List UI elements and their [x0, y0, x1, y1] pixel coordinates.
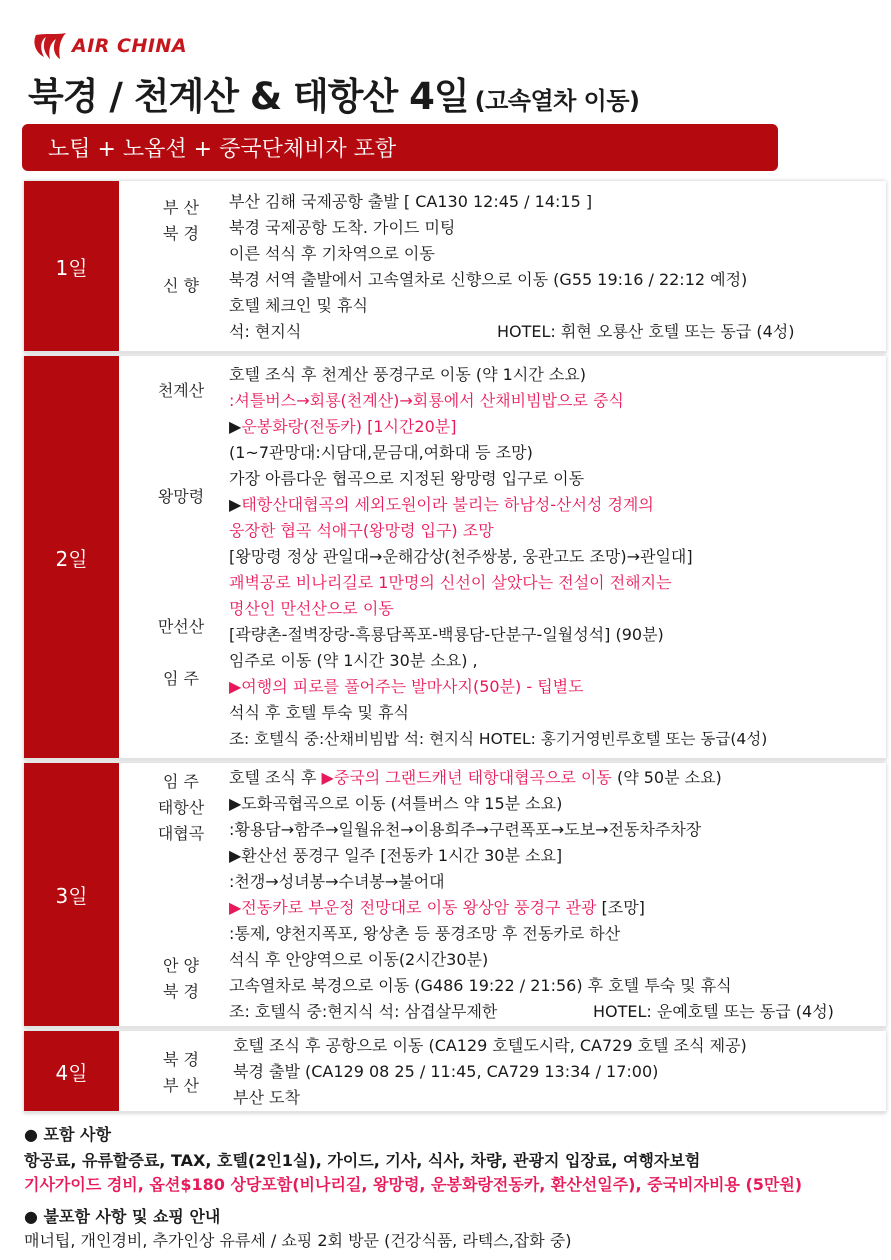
itinerary-line: 임주로 이동 (약 1시간 30분 소요) , — [229, 651, 478, 670]
day-location: 천계산 — [157, 381, 205, 400]
itinerary-line: ▶도화곡협곡으로 이동 (셔틀버스 약 15분 소요) — [229, 794, 563, 813]
day-location: 임 주 — [163, 772, 199, 791]
day-location: 북 경 — [163, 224, 199, 243]
itinerary-text: 태항산대협곡의 세외도원이라 불리는 하남성-산서성 경계의 — [241, 495, 654, 514]
day-label: 4일 — [24, 1031, 119, 1111]
itinerary-highlight: ▶중국의 그랜드캐년 태항대협곡으로 이동 — [321, 768, 612, 787]
itinerary-line: :통제, 양천지폭포, 왕상촌 등 풍경조망 후 전동카로 하산 — [229, 924, 621, 943]
excluded-heading: ● 불포함 사항 및 쇼핑 안내 — [24, 1207, 221, 1226]
itinerary-highlight: ▶전동카로 부운정 전망대로 이동 왕상암 풍경구 관광 — [229, 898, 597, 917]
day-location: 태항산 — [157, 798, 205, 817]
day-location: 대협곡 — [157, 824, 205, 843]
included-heading: ● 포함 사항 — [24, 1125, 111, 1144]
arrow-icon: ▶ — [229, 495, 242, 514]
day-location: 부 산 — [163, 1076, 199, 1095]
itinerary-line — [229, 897, 645, 919]
day-location: 신 향 — [163, 276, 199, 295]
page-title — [28, 66, 640, 120]
itinerary-line — [229, 767, 722, 789]
day-location: 북 경 — [163, 1050, 199, 1069]
itinerary-line: 석식 후 호텔 투숙 및 휴식 — [229, 703, 409, 722]
itinerary-text: [조망] — [596, 898, 645, 917]
highlight-banner — [22, 124, 778, 171]
itinerary-line: 석식 후 안양역으로 이동(2시간30분) — [229, 950, 489, 969]
title-main: 북경 / 천계산 & 태항산 4일 — [28, 75, 469, 118]
day-location: 안 양 — [163, 956, 199, 975]
hotel-line: HOTEL: 운예호텔 또는 동급 (4성) — [593, 1002, 834, 1021]
itinerary-line: 호텔 조식 후 공항으로 이동 (CA129 호텔도시락, CA729 호텔 조식 제공) — [233, 1036, 747, 1055]
itinerary-text: 호텔 조식 후 — [229, 768, 322, 787]
hotel-line: HOTEL: 휘현 오룡산 호텔 또는 동급 (4성) — [497, 322, 795, 341]
itinerary-line: 고속열차로 북경으로 이동 (G486 19:22 / 21:56) 후 호텔 투숙 및 휴식 — [229, 976, 732, 995]
meals-hotel-line: 조: 호텔식 중:산채비빔밥 석: 현지식 HOTEL: 홍기거영빈루호텔 또는 동급(4성) — [229, 730, 768, 748]
itinerary-line: :셔틀버스→회룡(천계산)→회룡에서 산채비빔밥으로 중식 — [229, 391, 624, 410]
itinerary-line: 명산인 만선산으로 이동 — [229, 599, 394, 618]
itinerary-line: (1~7관망대:시담대,문금대,여화대 등 조망) — [229, 443, 533, 462]
itinerary-line: 이른 석식 후 기차역으로 이동 — [229, 244, 435, 263]
included-line: 기사가이드 경비, 옵션$180 상당포함(비나리길, 왕망령, 운봉화랑전동카, 환산선일주), 중국비자비용 (5만원) — [24, 1175, 803, 1194]
title-sub: (고속열차 이동) — [474, 87, 640, 115]
day-location: 왕망령 — [157, 487, 205, 506]
itinerary-line: :천갱→성녀봉→수녀봉→불어대 — [229, 872, 445, 891]
itinerary-line: [왕망령 정상 관일대→운해감상(천주쌍봉, 웅관고도 조망)→관일대] — [229, 547, 693, 566]
day-location: 임 주 — [163, 669, 199, 688]
day-location: 북 경 — [163, 982, 199, 1001]
itinerary-line: 북경 출발 (CA129 08 25 / 11:45, CA729 13:34 / 17:00) — [233, 1062, 659, 1081]
included-line: 항공료, 유류할증료, TAX, 호텔(2인1실), 가이드, 기사, 식사, 차량, 관광지 입장료, 여행자보험 — [24, 1151, 701, 1170]
itinerary-line: ▶환산선 풍경구 일주 [전동카 1시간 30분 소요] — [229, 846, 563, 865]
itinerary-line: 웅장한 협곡 석애구(왕망령 입구) 조망 — [229, 521, 494, 540]
meals-line: 조: 호텔식 중:현지식 석: 삼겹살무제한 — [229, 1002, 498, 1021]
itinerary-line: 가장 아름다운 협곡으로 지정된 왕망령 입구로 이동 — [229, 469, 585, 488]
brand-name: AIR CHINA — [72, 35, 188, 57]
meals-line: 석: 현지식 — [229, 322, 302, 341]
itinerary-line: ▶여행의 피로를 풀어주는 발마사지(50분) - 팁별도 — [229, 677, 584, 696]
day-location: 부 산 — [163, 198, 199, 217]
day-2-card — [24, 356, 886, 760]
itinerary-line: [곽량촌-절벽장랑-흑룡담폭포-백룡담-단분구-일월성석] (90분) — [229, 625, 664, 644]
day-3-card — [24, 763, 886, 1028]
itinerary-line: 괘벽공로 비나리길로 1만명의 신선이 살았다는 전설이 전해지는 — [229, 573, 672, 592]
itinerary-line: 부산 김해 국제공항 출발 [ CA130 12:45 / 14:15 ] — [229, 192, 593, 211]
itinerary-line: 부산 도착 — [233, 1088, 300, 1107]
brand-logo — [30, 28, 187, 64]
excluded-line: 매너팁, 개인경비, 추가인상 유류세 / 쇼핑 2회 방문 (건강식품, 라텍스,잡화 중) — [24, 1231, 572, 1250]
itinerary-line — [229, 416, 456, 438]
itinerary-line: :황용담→함주→일월유천→이용희주→구련폭포→도보→전동차주차장 — [229, 820, 702, 839]
day-label: 3일 — [24, 763, 119, 1026]
itinerary-line: 북경 국제공항 도착. 가이드 미팅 — [229, 218, 456, 237]
day-label: 2일 — [24, 356, 119, 758]
day-1-card — [24, 181, 886, 353]
banner-text: 노팁 + 노옵션 + 중국단체비자 포함 — [48, 137, 397, 162]
itinerary-line: 호텔 조식 후 천계산 풍경구로 이동 (약 1시간 소요) — [229, 365, 587, 384]
arrow-icon: ▶ — [229, 417, 242, 436]
itinerary-text: (약 50분 소요) — [611, 768, 722, 787]
itinerary-line — [229, 494, 654, 516]
phoenix-logo-icon — [30, 29, 68, 63]
itinerary-line: 호텔 체크인 및 휴식 — [229, 296, 368, 315]
itinerary-text: 운봉화랑(전동카) [1시간20분] — [241, 417, 457, 436]
day-location: 만선산 — [157, 617, 205, 636]
day-label: 1일 — [24, 181, 119, 351]
itinerary-line: 북경 서역 출발에서 고속열차로 신향으로 이동 (G55 19:16 / 22:12 예정) — [229, 270, 748, 289]
day-4-card — [24, 1031, 886, 1113]
